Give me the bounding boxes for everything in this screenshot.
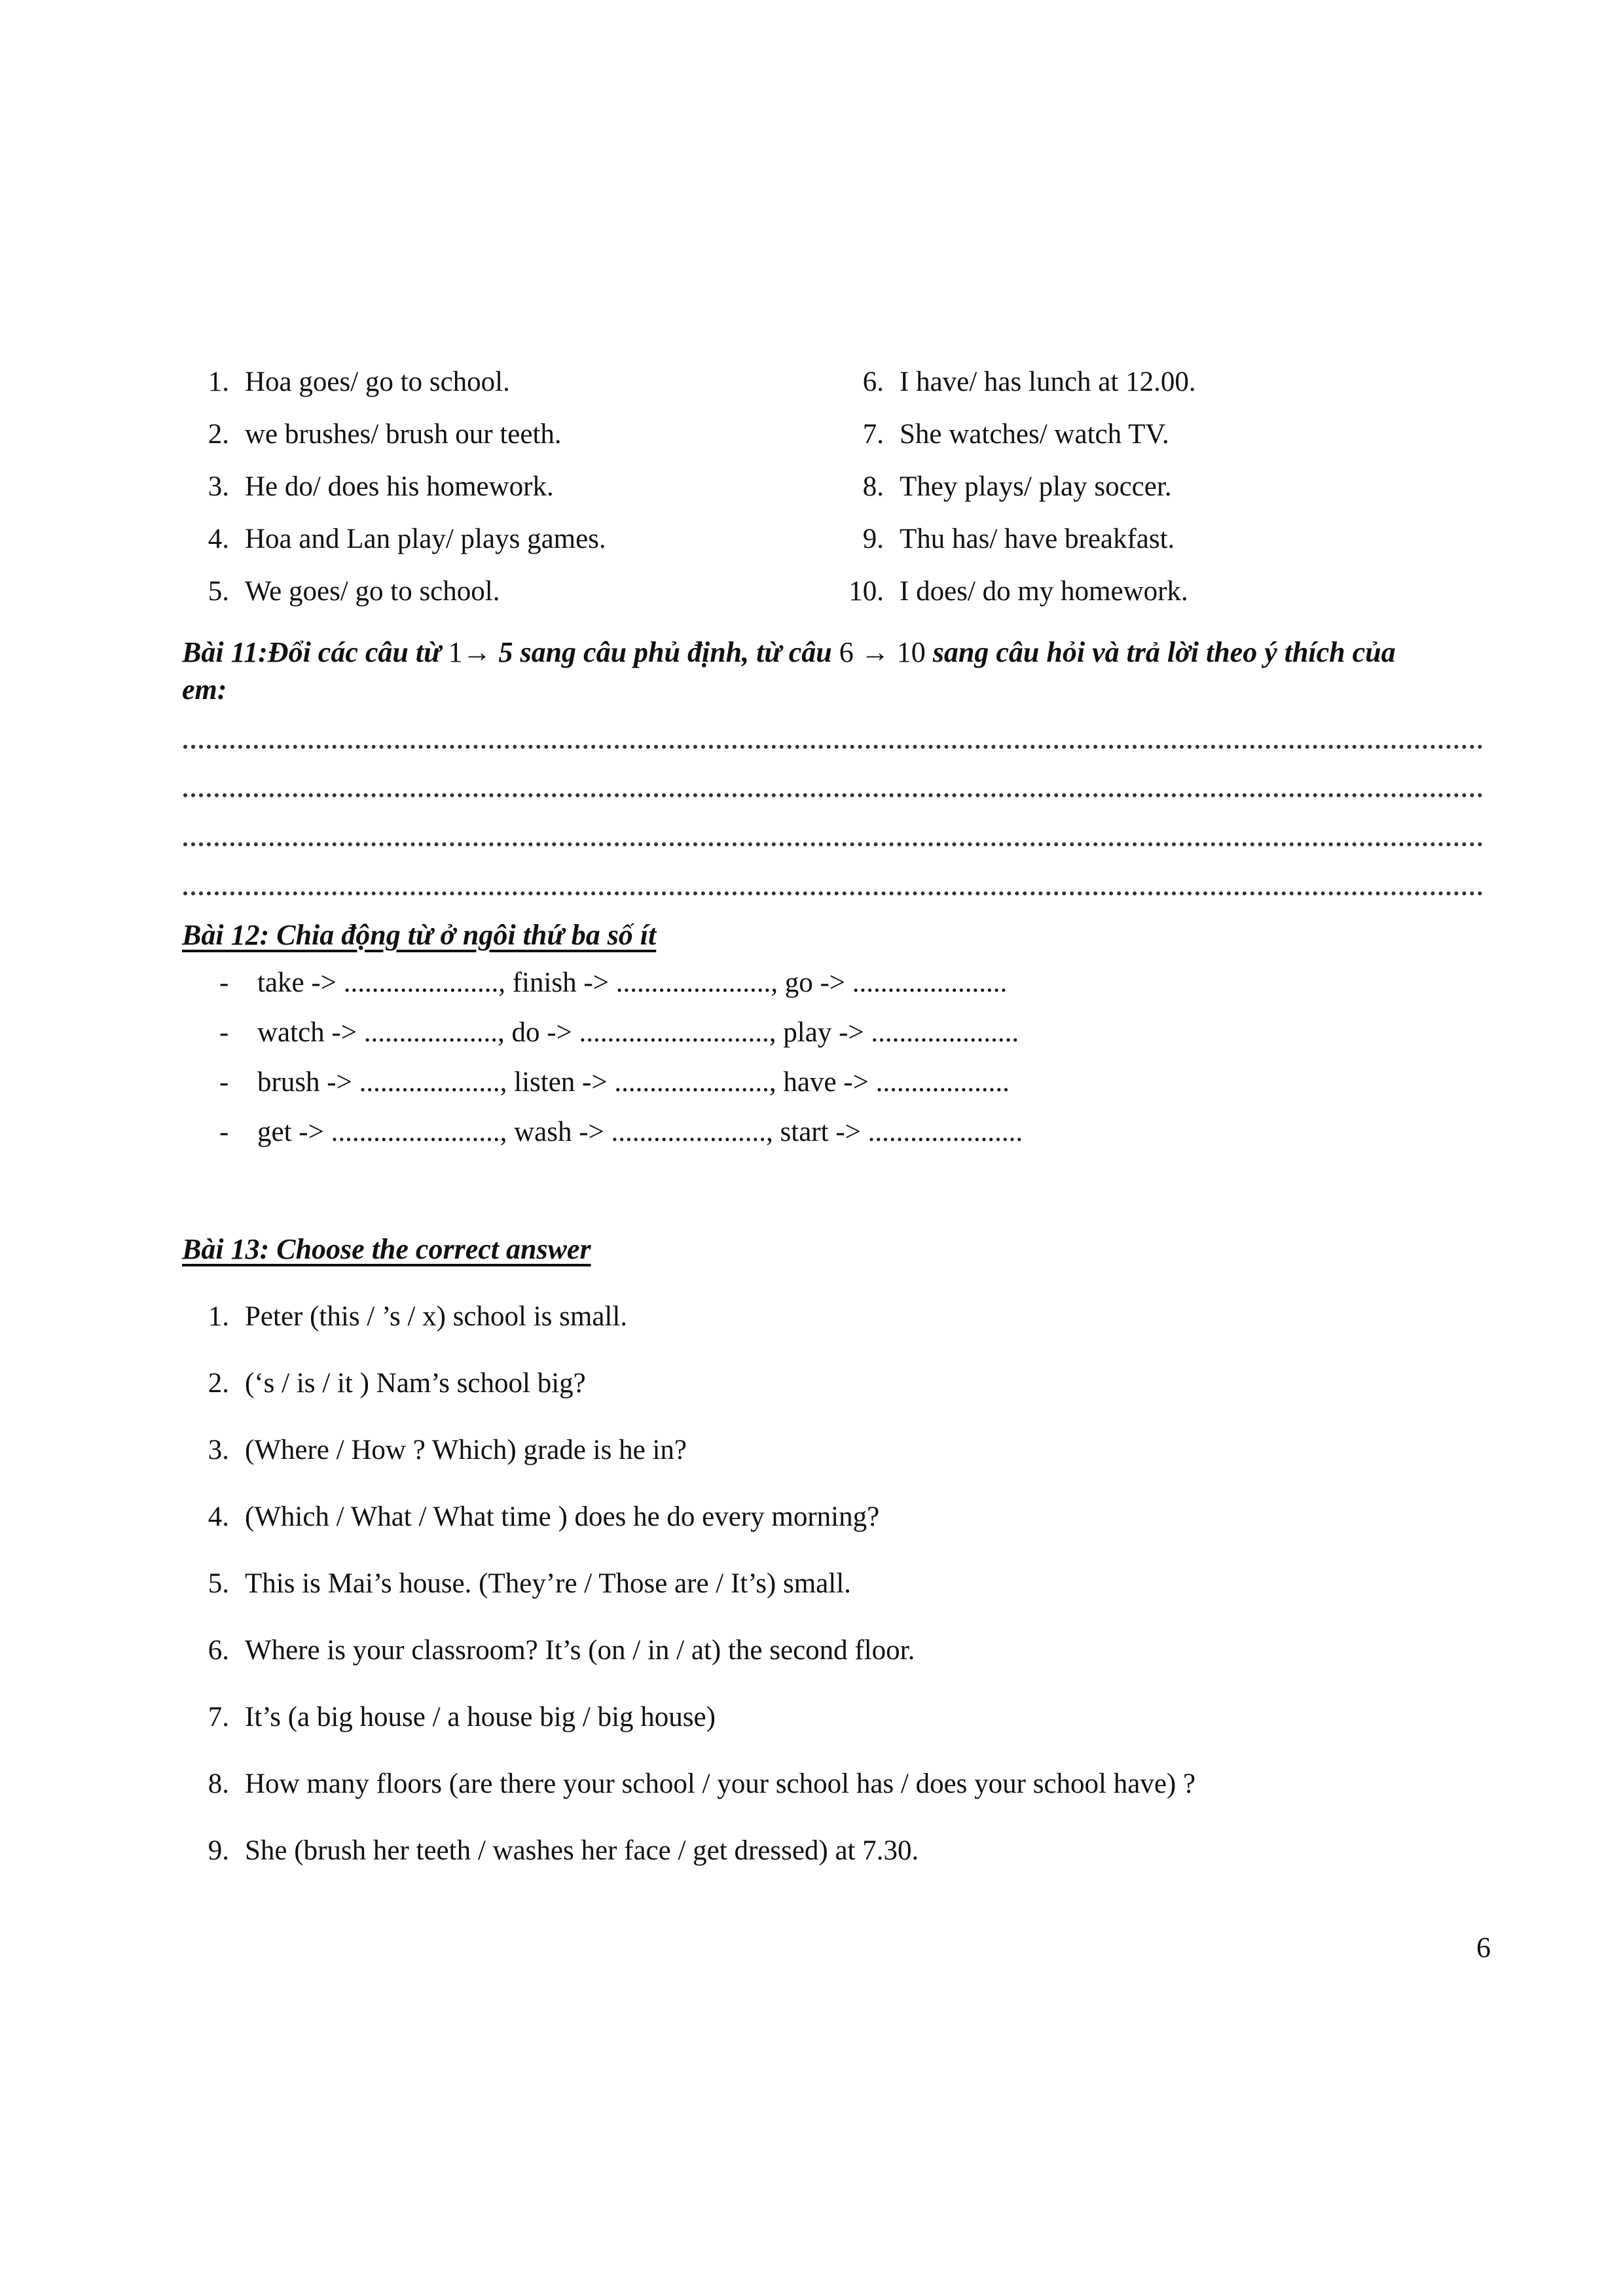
ex10-item-4 bbox=[183, 525, 606, 553]
item-number: 7. bbox=[208, 1702, 229, 1732]
item-number: 5. bbox=[208, 1568, 229, 1599]
ex10-item-9 bbox=[838, 525, 1175, 553]
ex12-row-text: take -> ......................, finish -> ......................, go -> ...................... bbox=[257, 967, 1008, 998]
item-number: 6. bbox=[862, 367, 884, 397]
item-number: 3. bbox=[208, 1435, 229, 1465]
ex10-item-3 bbox=[183, 473, 554, 501]
ex10-item-5 bbox=[183, 577, 500, 605]
item-number: 1. bbox=[208, 1301, 229, 1332]
ex13-item-6 bbox=[183, 1636, 915, 1664]
item-number: 2. bbox=[208, 419, 229, 450]
answer-line-3[interactable] bbox=[183, 840, 1483, 846]
item-number: 7. bbox=[862, 419, 884, 450]
ex13-item-3 bbox=[183, 1436, 687, 1464]
item-number: 9. bbox=[208, 1835, 229, 1866]
item-text: (Where / How ? Which) grade is he in? bbox=[245, 1435, 687, 1465]
ex11-number-b: 6 bbox=[839, 636, 854, 668]
ex11-title-part-a: Bài 11:Đổi các câu từ bbox=[182, 636, 448, 668]
item-text: Hoa and Lan play/ plays games. bbox=[245, 524, 606, 554]
item-text: They plays/ play soccer. bbox=[900, 471, 1172, 502]
ex13-item-7 bbox=[183, 1703, 716, 1731]
ex10-item-1 bbox=[183, 368, 510, 396]
answer-line-4[interactable] bbox=[183, 889, 1483, 895]
page-number: 6 bbox=[1476, 1931, 1491, 1964]
ex13-item-1 bbox=[183, 1302, 627, 1331]
answer-line-2[interactable] bbox=[183, 791, 1483, 797]
item-text: (Which / What / What time ) does he do every morning? bbox=[245, 1501, 880, 1532]
item-text: Peter (this / ’s / x) school is small. bbox=[245, 1301, 628, 1332]
ex10-item-10 bbox=[838, 577, 1188, 605]
ex10-item-8 bbox=[838, 473, 1172, 501]
item-number: 9. bbox=[862, 524, 884, 554]
item-number: 8. bbox=[862, 471, 884, 502]
answer-line-1[interactable] bbox=[183, 742, 1483, 749]
item-number: 5. bbox=[208, 576, 229, 607]
ex10-item-6 bbox=[838, 368, 1196, 396]
item-text: Where is your classroom? It’s (on / in / at) the second floor. bbox=[245, 1635, 915, 1666]
ex13-item-5 bbox=[183, 1570, 851, 1598]
ex13-item-4 bbox=[183, 1503, 879, 1531]
ex12-row-text: watch -> ..................., do -> ..........................., play -> ..................... bbox=[257, 1017, 1019, 1048]
item-text: This is Mai’s house. (They’re / Those are / It’s) small. bbox=[245, 1568, 851, 1599]
item-text: Hoa goes/ go to school. bbox=[245, 367, 510, 397]
ex13-title: Bài 13: Choose the correct answer bbox=[182, 1233, 591, 1265]
item-text: (‘s / is / it ) Nam’s school big? bbox=[245, 1368, 586, 1399]
ex12-row-text: brush -> ...................., listen -> ......................, have -> ................... bbox=[257, 1067, 1010, 1098]
ex11-heading-line2 bbox=[182, 671, 227, 708]
ex12-row-3 bbox=[219, 1068, 1010, 1096]
ex13-item-2 bbox=[183, 1369, 586, 1397]
ex11-title-part-b: 5 sang câu phủ định, từ câu bbox=[491, 636, 839, 668]
item-number: 8. bbox=[208, 1768, 229, 1799]
ex12-heading bbox=[182, 916, 656, 954]
dash-bullet: - bbox=[219, 1067, 229, 1098]
ex12-title: Bài 12: Chia động từ ở ngôi thứ ba số ít bbox=[182, 919, 657, 951]
item-text: Thu has/ have breakfast. bbox=[900, 524, 1175, 554]
item-number: 3. bbox=[208, 471, 229, 502]
item-number: 10. bbox=[848, 576, 884, 607]
ex12-row-1 bbox=[219, 969, 1007, 997]
ex12-row-4 bbox=[219, 1118, 1023, 1146]
item-number: 6. bbox=[208, 1635, 229, 1666]
item-text: She watches/ watch TV. bbox=[900, 419, 1169, 450]
dash-bullet: - bbox=[219, 1117, 229, 1147]
ex11-title-line2: em: bbox=[182, 673, 227, 706]
ex11-number-a: 1 bbox=[448, 636, 463, 668]
ex11-title-part-c: sang câu hỏi và trả lời theo ý thích của bbox=[925, 636, 1396, 668]
item-text: I have/ has lunch at 12.00. bbox=[900, 367, 1196, 397]
ex12-row-text: get -> ........................, wash -> ......................, start -> ...................... bbox=[257, 1117, 1023, 1147]
dash-bullet: - bbox=[219, 967, 229, 998]
item-number: 1. bbox=[208, 367, 229, 397]
ex13-heading bbox=[182, 1230, 591, 1268]
ex10-item-2 bbox=[183, 420, 562, 448]
ex13-item-9 bbox=[183, 1837, 919, 1865]
ex12-row-2 bbox=[219, 1018, 1019, 1047]
item-number: 4. bbox=[208, 1501, 229, 1532]
item-text: He do/ does his homework. bbox=[245, 471, 554, 502]
item-text: She (brush her teeth / washes her face / get dressed) at 7.30. bbox=[245, 1835, 919, 1866]
dash-bullet: - bbox=[219, 1017, 229, 1048]
ex11-arrow-b-icon: → bbox=[860, 636, 890, 668]
ex11-arrow-a-icon: → bbox=[462, 636, 492, 668]
item-text: I does/ do my homework. bbox=[900, 576, 1188, 607]
item-number: 2. bbox=[208, 1368, 229, 1399]
item-number: 4. bbox=[208, 524, 229, 554]
ex13-item-8 bbox=[183, 1770, 1195, 1798]
item-text: It’s (a big house / a house big / big house) bbox=[245, 1702, 716, 1732]
ex11-number-c: 10 bbox=[896, 636, 926, 668]
item-text: We goes/ go to school. bbox=[245, 576, 500, 607]
item-text: How many floors (are there your school / your school has / does your school have) ? bbox=[245, 1768, 1196, 1799]
ex10-item-7 bbox=[838, 420, 1169, 448]
item-text: we brushes/ brush our teeth. bbox=[245, 419, 562, 450]
ex11-heading bbox=[182, 634, 1396, 671]
